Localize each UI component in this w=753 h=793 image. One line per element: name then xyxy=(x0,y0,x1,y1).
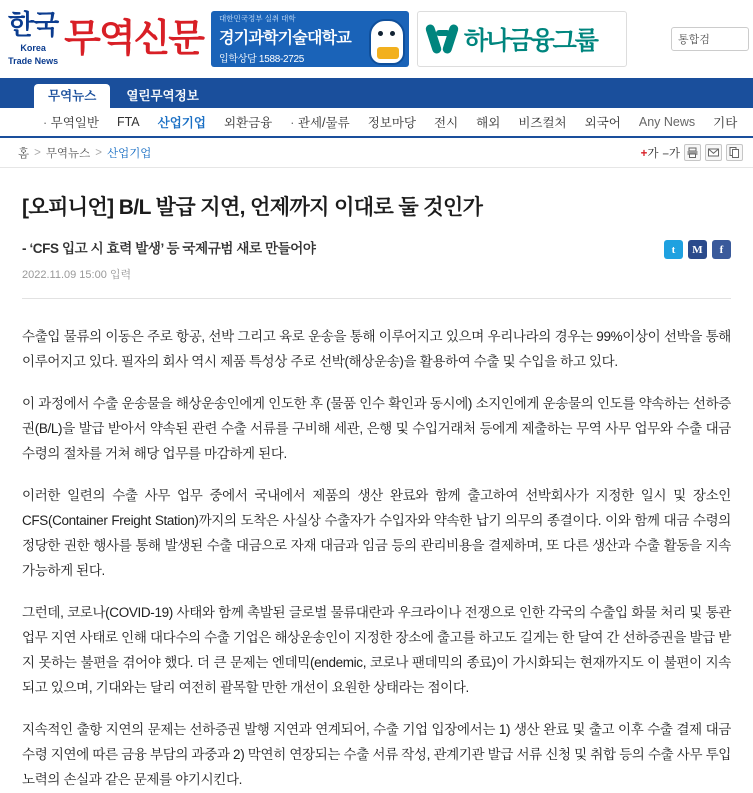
primary-nav xyxy=(0,78,753,108)
ad-banner-university[interactable] xyxy=(211,11,409,67)
article-paragraph: 이러한 일련의 수출 사무 업무 중에서 국내에서 제품의 생산 완료와 함께 출고하여 선박회사가 지정한 일시 및 장소인 CFS(Container Freight Station)까지의 도착은 사실상 수출자가 수입자와 약속한 납기 의무의 종결이다. 이와 함께 대금 수령의 정당한 권한 행사를 통해 발생된 수출 대금으로 자재 대금과 임금 등의 관리비용을 결제하며, 또 다른 생산과 수출 활동을 지속 가능하게 된다. xyxy=(22,488,731,579)
breadcrumb-home[interactable]: 홈 xyxy=(18,147,30,160)
ad-univ-line3: 입학상담 1588-2725 xyxy=(219,54,305,65)
ad-univ-line1: 대한민국정부 실취 대학 xyxy=(219,14,296,23)
secondary-nav xyxy=(0,108,753,138)
nav-item-bizculture[interactable]: 비즈컬처 xyxy=(518,116,567,130)
article-date: 2022.11.09 15:00 입력 xyxy=(22,269,132,282)
nav-item-fta[interactable]: FTA xyxy=(116,115,140,129)
nav-item-any-news[interactable]: Any News xyxy=(638,115,696,129)
article-tools xyxy=(641,144,743,161)
logo-sub-line1: Korea xyxy=(20,42,46,53)
copy-icon[interactable] xyxy=(726,144,743,161)
nav-item-etc[interactable]: 기타 xyxy=(713,116,738,130)
article-subtitle: - ‘CFS 입고 시 효력 발생’ 등 국제규범 새로 만들어야 xyxy=(22,241,316,257)
ad-hana-text: 하나금융그룹 xyxy=(464,27,597,55)
twitter-share-button[interactable]: t xyxy=(664,240,683,259)
nav-item-info[interactable]: 정보마당 xyxy=(367,116,416,130)
breadcrumb-separator-icon: > xyxy=(95,146,102,159)
tab-open-trade-info[interactable]: 열린무역정보 xyxy=(126,89,199,103)
mail-icon[interactable] xyxy=(705,144,722,161)
logo-main-word: 무역신문 xyxy=(64,18,204,60)
nav-item-trade-general[interactable]: · 무역일반 xyxy=(34,113,108,131)
nav-item-industry[interactable]: 산업기업 xyxy=(157,116,206,130)
font-increase-button[interactable]: +가 xyxy=(640,147,659,160)
me2day-share-button[interactable]: M xyxy=(688,240,707,259)
font-decrease-button[interactable]: –가 xyxy=(662,147,680,160)
article-paragraph: 그런데, 코로나(COVID-19) 사태와 함께 촉발된 글로벌 물류대란과 우크라이나 전쟁으로 인한 각국의 수출입 화물 처리 및 통관 업무 지연 사태로 인해 대다수의 수출 기업은 해상운송인이 지정한 장소에 출고를 하고도 길게는 한 달여 간 선하증권을 발급 받지 못하는 불편을 겪어야 했다. 더 큰 문제는 엔데믹(endemic, 코로나 팬데믹의 종료)이 가시화되는 현재까지도 이 불편이 지속되고 있으며, 기대와는 달리 여전히 괄목할 만한 개선이 요원한 상태라는 점이다. xyxy=(22,605,731,695)
nav-item-forex[interactable]: 외환금융 xyxy=(223,116,273,130)
article-paragraph: 지속적인 출항 지연의 문제는 선하증권 발행 지연과 연계되어, 수출 기업 입장에서는 1) 생산 완료 및 출고 이후 수출 결제 대금 수령 지연에 따른 금융 부담의 과중과 2) 막연히 연장되는 수출 서류 작성, 관계기관 발급 서류 신청 및 취합 등의 수출 사무 투입 노력의 손실과 같은 문제를 야기시킨다. xyxy=(22,721,731,787)
hana-logo-icon xyxy=(428,22,458,56)
logo-sub-line2: Trade News xyxy=(8,56,59,67)
breadcrumb xyxy=(0,138,753,168)
logo-korean-block xyxy=(8,11,58,66)
search-input[interactable]: 통합검 xyxy=(671,27,749,51)
share-buttons xyxy=(664,240,731,259)
site-header xyxy=(0,0,753,78)
nav-item-exhibition[interactable]: 전시 xyxy=(434,116,459,130)
nav-item-overseas[interactable]: 해외 xyxy=(476,116,501,130)
divider xyxy=(22,298,731,299)
breadcrumb-level2[interactable]: 산업기업 xyxy=(106,147,152,160)
nav-item-foreign-language[interactable]: 외국어 xyxy=(584,116,621,130)
breadcrumb-level1[interactable]: 무역뉴스 xyxy=(45,147,91,160)
ad-banner-hana-financial[interactable] xyxy=(417,11,627,67)
site-logo[interactable] xyxy=(8,11,203,66)
page-title: [오피니언] B/L 발급 지연, 언제까지 이대로 둘 것인가 xyxy=(22,196,483,219)
nav-item-customs-logistics[interactable]: · 관세/물류 xyxy=(281,113,358,131)
printer-icon[interactable] xyxy=(684,144,701,161)
breadcrumb-separator-icon: > xyxy=(34,146,41,159)
facebook-share-button[interactable]: f xyxy=(712,240,731,259)
ad-univ-line2: 경기과학기술대학교 xyxy=(219,30,351,47)
article-body xyxy=(22,325,731,793)
mascot-icon xyxy=(369,19,405,65)
article-container xyxy=(0,194,753,793)
logo-kr-word: 한국 xyxy=(8,10,59,41)
article-paragraph: 수출입 물류의 이동은 주로 항공, 선박 그리고 육로 운송을 통해 이루어지고 있으며 우리나라의 경우는 99%이상이 선박을 통해 이루어지고 있다. 필자의 회사 역시 제품 특성상 주로 선박(해상운송)을 활용하여 수출 및 수입을 하고 있다. xyxy=(22,329,731,370)
article-paragraph: 이 과정에서 수출 운송물을 해상운송인에게 인도한 후 (물품 인수 확인과 동시에) 소지인에게 운송물의 인도를 약속하는 선하증권(B/L)을 발급 받아서 약속된 관련 수출 서류를 구비해 세관, 은행 및 수입거래처 등에게 제출하는 무역 사무 업무와 수출 대금 수령의 절차를 거쳐 해당 업무를 마감하게 된다. xyxy=(22,396,731,462)
tab-trade-news[interactable]: 무역뉴스 xyxy=(34,84,110,108)
